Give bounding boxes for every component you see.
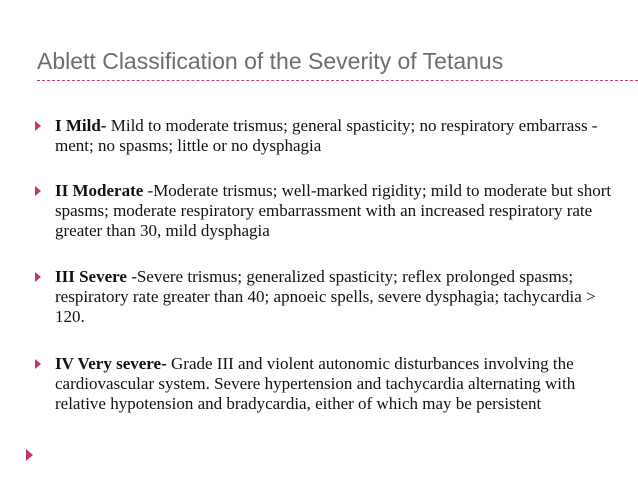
bullet-arrow-icon (35, 121, 41, 131)
list-item-text (55, 181, 620, 241)
bullet-arrow-icon (35, 272, 41, 282)
list-item-text (55, 116, 620, 156)
grade-description: -Moderate trismus; well-marked rigidity; mild to moderate but short spasms; moderate respiratory embarrassment with an increased respiratory rate greater than 30, mild dysphagia (55, 181, 612, 240)
grade-heading: III Severe (55, 267, 127, 286)
grade-description: -Severe trismus; generalized spasticity; reflex prolonged spasms; respiratory rate greater than 40; apnoeic spells, severe dysphagia; tachycardia > 120. (55, 267, 596, 326)
grade-heading: II Moderate (55, 181, 144, 200)
grade-heading: IV Very severe- (55, 354, 167, 373)
grade-description: Grade III and violent autonomic disturbances involving the cardiovascular system. Severe hypertension and tachycardia alternating with relative hypotension and bradycardia, either of which may be persistent (55, 354, 576, 413)
title-divider (37, 80, 638, 81)
slide-title: Ablett Classification of the Severity of Tetanus (37, 48, 504, 74)
slide-corner-arrow-icon (26, 449, 33, 461)
bullet-arrow-icon (35, 359, 41, 369)
list-item-text (55, 267, 620, 327)
grade-description: Mild to moderate trismus; general spasticity; no respiratory embarrass - ment; no spasms; little or no dysphagia (55, 116, 598, 155)
grade-heading: I Mild- (55, 116, 107, 135)
list-item-text (55, 354, 620, 414)
bullet-arrow-icon (35, 186, 41, 196)
